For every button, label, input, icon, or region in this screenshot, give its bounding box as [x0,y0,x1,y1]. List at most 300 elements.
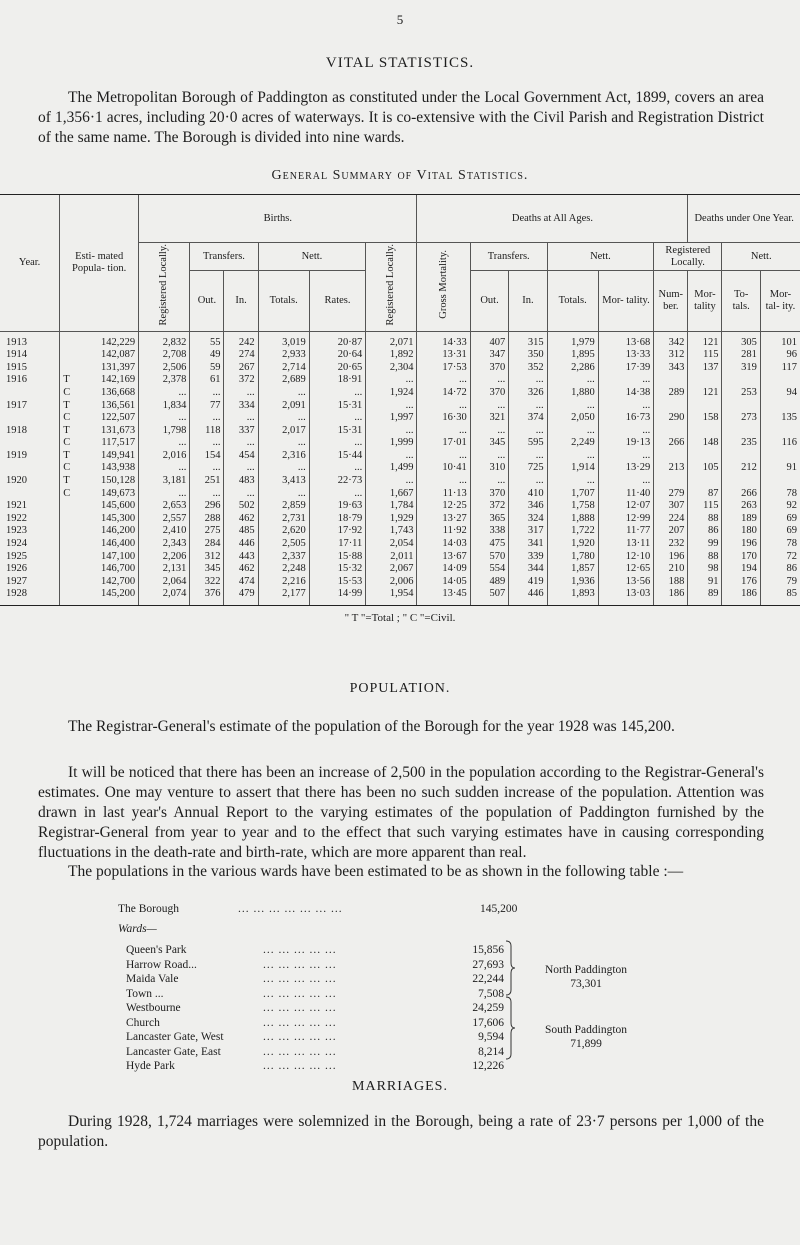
cell-year: 1921 [6,500,27,512]
cell-d-mort: 11·77 [598,525,653,538]
cell-b-rate: 17·92 [309,525,366,538]
cell-i-num: 224 [654,513,688,526]
document-page: 5 VITAL STATISTICS. The Metropolitan Borough of Paddington as constituted under the Local Government Act, 1899, covers an area of 1,356·1 acres, including 20·0 acres of waterways. It is co-extensive with the Civil Parish and Registration District of the same name. The Borough is divided into nine wards. General Summary of Vital Statistics. Year. Esti- mated Popula- tion. Births. Deaths at All Ages. Deaths under One Year. Registered Locally. Transfers. Nett. Registered Locally. Gross Mortality. Transfers. Nett. Registered Locally. Nett. Out. In. Totals. Rates. Out. In. Totals. Mor- tality. Num- ber. Mor- tality To- tals. Mor- tal- ity. 1913 142,229 2,832 55 242 3,019 20·87 2,071 14·33 407 315 1,979 13·68 342 121 305 101 1914 142,087 2,708 49 274 2,933 20·64 1,892 13·31 347 350 1,895 13·33 312 115 281 96 1915 131,397 2,506 59 267 2,714 20·65 2,304 17·53 370 352 2,286 17·39 343 137 319 117 1916 T 142,169 2,378 61 372 2,689 18·91 ... ... ... ... ... ... C 136,668 ... ... ... ... ... 1,924 14·72 370 326 1,880 14·38 289 121 253 94 1917 T 136,561 1,834 77 334 2,091 15·31 ... ... ... ... ... ... C 122,507 ... ... ... ... ... 1,997 16·30 321 374 2,050 16·73 290 158 273 135 1918 T 131,673 1,798 118 337 2,017 15·31 ... ... ... ... ... ... C 117,517 ... ... ... ... ... 1,999 17·01 345 595 2,249 19·13 266 148 235 116 1919 T 149,941 2,016 154 454 2,316 15·44 ... ... ... ... ... ... C 143,938 ... ... ... ... ... 1,499 10·41 310 725 1,914 13·29 213 105 212 91 1920 T 150,128 3,181 251 483 3,413 22·73 ... ... ... ... ... ... C 149,673 ... ... ... ... ... 1,667 11·13 370 410 1,707 11·40 279 87 266 78 1921 145,600 2,653 296 502 2,859 19·63 1,784 12·25 372 346 1,758 12·07 307 115 263 92 1922 145,300 2,557 288 462 2,731 18·79 1,929 13·27 365 324 1,888 12·99 224 88 189 69 1923 146,200 2,410 275 485 2,620 17·92 1,743 11·92 338 317 1,722 11·77 207 86 180 69 1924 146,400 2,343 284 446 2,505 17·11 2,054 14·03 475 341 1,920 13·11 232 99 196 78 1925 147,100 2,206 312 443 2,337 15·88 2,011 13·67 570 339 1,780 12·10 196 88 170 72 1926 146,700 2,131 345 462 2,248 15·32 2,067 14·09 554 344 1,857 12·65 210 98 194 86 1927 142,700 2,064 322 474 2,216 15·53 2,006 14·05 489 419 1,936 13·56 188 91 176 79 1928 145,200 2,074 376 479 2,177 14·99 1,954 13·45 507 446 1,893 13·03 186 89 186 85 " T "=Total ; " C "=Civil. POPULATION. The Registrar-General's estimate of the population of the Borough for the year 1928 was 145,200. It will be noticed that there has been an increase of 2,500 in the population according to the Registrar-General's estimates. One may venture to assert that there has been no such sudden increase of the population. Attention was drawn in last year's Annual Report to the varying estimates of the population of Paddington furnished by the Registrar-General from year to year and to the effect that such varying estimates have in causing corresponding fluctuations in the death-rate and birth-rate, which are more apparent than real. The populations in the various wards have been estimated to be as shown in the following table :— The Borough ... ... ... ... ... ... ... 145,200 Wards— Queen's Park ... ... ... ... ... 15,856 Harrow Road... ... ... ... ... ... 27,693 Maida Vale ... ... ... ... ... 22,244 Town ... ... ... ... ... ... 7,508 Westbourne ... ... ... ... ... 24,259 Church ... ... ... ... ... 17,606 Lancaster Gate, West ... ... ... ... ... 9,594 Lancaster Gate, East ... ... ... ... ... 8,214 Hyde Park ... ... ... ... ... 12,226 North Paddington 73,301 South Paddington 71,899 MARRIAGES. During 1928, 1,724 marriages were solemnized in the Borough, being a rate of 23·7 persons per 1,000 of the population. [0,0,800,1245]
cell-i-mort: 89 [688,588,722,605]
cell-i-mort: 88 [688,513,722,526]
cell-year: 1918 [6,424,27,436]
cell-b-rate: ... [309,437,366,450]
cell-d-gross: 14·09 [417,563,470,576]
total-civil-marker: C [63,386,71,398]
cell-b-reg: 2,410 [139,525,190,538]
cell-i-tot: 305 [722,331,760,349]
cell-d-in: 374 [509,412,547,425]
cell-d-tot: 1,979 [547,331,598,349]
cell-d-in: 344 [509,563,547,576]
ward-name: Westbourne [126,1002,181,1014]
cell-d-reg: 1,929 [366,513,417,526]
cell-d-gross: ... [417,450,470,463]
cell-d-mort: 16·73 [598,412,653,425]
cell-d-in: 446 [509,588,547,605]
cell-b-out: 376 [190,588,224,605]
cell-b-reg: 2,708 [139,349,190,362]
cell-i-mort: 87 [688,488,722,501]
cell-d-gross: 14·72 [417,387,470,400]
cell-year: 1922 [6,512,27,524]
cell-year: 1923 [6,525,27,537]
cell-year: 1913 [6,336,27,348]
cell-d-out: 554 [470,563,508,576]
cell-d-reg: 1,499 [366,462,417,475]
header-deaths-nett: Nett. [547,243,654,271]
cell-b-reg: 2,206 [139,551,190,564]
cell-b-in: ... [224,462,258,475]
cell-b-in: 462 [224,563,258,576]
cell-b-out: 296 [190,500,224,513]
header-infant-deaths: Deaths under One Year. [688,195,800,243]
cell-b-out: 322 [190,576,224,589]
cell-d-tot: 2,249 [547,437,598,450]
cell-i-num: 289 [654,387,688,400]
cell-d-gross: 13·45 [417,588,470,605]
marriages-paragraph: During 1928, 1,724 marriages were solemnized in the Borough, being a rate of 23·7 persons per 1,000 of the population. [38,1113,764,1150]
cell-b-reg: 2,506 [139,362,190,375]
cell-year: 1917 [6,399,27,411]
cell-b-in: 502 [224,500,258,513]
cell-d-tot: ... [547,374,598,387]
cell-d-tot: ... [547,475,598,488]
cell-d-mort: ... [598,425,653,438]
header-births-totals: Totals. [258,271,309,331]
population-value: 147,100 [101,550,136,562]
cell-b-out: 251 [190,475,224,488]
cell-d-mort: 13·56 [598,576,653,589]
cell-i-tot: 235 [722,437,760,450]
population-value: 131,673 [101,424,136,436]
cell-b-in: 462 [224,513,258,526]
total-civil-marker: T [63,374,70,386]
cell-d-out: 370 [470,488,508,501]
cell-b-rate: 18·91 [309,374,366,387]
cell-b-out: 77 [190,400,224,413]
cell-d-in: 725 [509,462,547,475]
cell-d-mort: 13·11 [598,538,653,551]
cell-b-tot: 2,091 [258,400,309,413]
cell-b-tot: 2,337 [258,551,309,564]
cell-i-mortal: 135 [760,412,800,425]
header-deaths-in: In. [509,271,547,331]
cell-i-tot: 319 [722,362,760,375]
cell-d-out: 345 [470,437,508,450]
cell-b-rate: ... [309,387,366,400]
cell-d-in: 595 [509,437,547,450]
header-births-rates: Rates. [309,271,366,331]
cell-i-mort: 115 [688,500,722,513]
marriages-data [344,1130,348,1134]
cell-d-out: ... [470,475,508,488]
cell-b-reg: 2,378 [139,374,190,387]
cell-d-gross: 17·01 [417,437,470,450]
header-deaths-transfers: Transfers. [470,243,547,271]
cell-d-tot: ... [547,450,598,463]
cell-d-in: ... [509,425,547,438]
cell-d-in: 324 [509,513,547,526]
cell-b-rate: 22·73 [309,475,366,488]
cell-d-reg: ... [366,475,417,488]
cell-d-tot: ... [547,400,598,413]
cell-d-reg: 1,954 [366,588,417,605]
header-births-in: In. [224,271,258,331]
cell-b-reg: 2,343 [139,538,190,551]
total-civil-marker: T [63,475,70,487]
cell-i-tot: 186 [722,588,760,605]
cell-year: 1927 [6,575,27,587]
cell-b-in: ... [224,437,258,450]
cell-b-in: ... [224,387,258,400]
ward-value: 8,214 [478,1045,504,1058]
cell-d-reg: ... [366,425,417,438]
cell-i-mort: 158 [688,412,722,425]
cell-i-mortal: 85 [760,588,800,605]
cell-b-in: 485 [224,525,258,538]
population-value: 142,700 [101,575,136,587]
cell-b-in: 267 [224,362,258,375]
cell-b-in: ... [224,412,258,425]
cell-d-gross: 10·41 [417,462,470,475]
cell-d-mort: 12·99 [598,513,653,526]
cell-b-tot: 3,019 [258,331,309,349]
cell-b-reg: ... [139,412,190,425]
population-paragraph-3: The populations in the various wards have been estimated to be as shown in the following table :— [68,863,684,880]
cell-d-reg: 1,784 [366,500,417,513]
cell-d-gross: ... [417,475,470,488]
cell-i-num: 213 [654,462,688,475]
cell-i-tot: 281 [722,349,760,362]
cell-d-out: 407 [470,331,508,349]
cell-d-reg: 1,892 [366,349,417,362]
cell-b-in: 242 [224,331,258,349]
cell-b-rate: 20·65 [309,362,366,375]
cell-d-gross: 13·31 [417,349,470,362]
cell-b-tot: 2,216 [258,576,309,589]
ward-value: 7,508 [478,987,504,1000]
cell-d-out: 365 [470,513,508,526]
cell-i-tot: 212 [722,462,760,475]
cell-b-out: 312 [190,551,224,564]
population-value: 146,700 [101,563,136,575]
cell-b-tot: ... [258,462,309,475]
cell-b-tot: 2,689 [258,374,309,387]
header-infant-totals: To- tals. [722,271,760,331]
cell-d-in: 410 [509,488,547,501]
cell-b-reg: ... [139,462,190,475]
cell-d-reg: 2,054 [366,538,417,551]
total-civil-marker: C [63,412,71,424]
cell-d-mort: 12·07 [598,500,653,513]
cell-d-in: 315 [509,331,547,349]
cell-i-num: 188 [654,576,688,589]
cell-d-mort: ... [598,475,653,488]
cell-b-tot: 2,620 [258,525,309,538]
cell-b-tot: 2,316 [258,450,309,463]
cell-i-tot: 189 [722,513,760,526]
cell-d-tot: 2,050 [547,412,598,425]
cell-b-out: 275 [190,525,224,538]
population-value: 145,200 [101,588,136,600]
total-civil-marker: T [63,424,70,436]
cell-b-in: 454 [224,450,258,463]
cell-d-tot: 1,893 [547,588,598,605]
header-deaths: Deaths at All Ages. [417,195,688,243]
cell-d-gross: 14·33 [417,331,470,349]
header-infant-registered: Registered Locally. [654,243,722,271]
cell-d-in: ... [509,374,547,387]
cell-b-tot: ... [258,387,309,400]
cell-d-out: 507 [470,588,508,605]
cell-d-gross: 17·53 [417,362,470,375]
cell-d-tot: 1,707 [547,488,598,501]
cell-d-gross: 14·03 [417,538,470,551]
cell-b-in: 372 [224,374,258,387]
ward-name: Lancaster Gate, West [126,1031,224,1043]
cell-d-reg: 1,667 [366,488,417,501]
cell-d-reg: 1,999 [366,437,417,450]
borough-value: 145,200 [480,903,518,915]
borough-label: The Borough [118,903,180,915]
cell-d-mort: 12·65 [598,563,653,576]
cell-year: 1928 [0,588,60,605]
cell-b-out: ... [190,488,224,501]
header-deaths-totals: Totals. [547,271,598,331]
cell-b-in: 474 [224,576,258,589]
header-deaths-mortality: Mor- tality. [598,271,653,331]
cell-d-in: 326 [509,387,547,400]
cell-b-rate: 15·53 [309,576,366,589]
cell-b-out: 345 [190,563,224,576]
cell-d-tot: 1,857 [547,563,598,576]
cell-i-mortal: 117 [760,362,800,375]
population-value: 143,938 [101,462,136,474]
cell-b-reg: ... [139,387,190,400]
cell-d-tot: 1,895 [547,349,598,362]
cell-year: 1915 [6,361,27,373]
population-value: 145,300 [101,512,136,524]
cell-i-mortal: 101 [760,331,800,349]
cell-i-mortal: 96 [760,349,800,362]
total-civil-marker: T [63,399,70,411]
cell-i-mort: 121 [688,331,722,349]
marriages-heading: MARRIAGES. [352,1079,448,1094]
cell-d-reg: 1,924 [366,387,417,400]
cell-b-tot: ... [258,488,309,501]
cell-year: 1925 [6,550,27,562]
cell-d-out: ... [470,400,508,413]
cell-d-mort: 13·03 [598,588,653,605]
ward-name: Queen's Park [126,944,187,956]
cell-b-reg: ... [139,488,190,501]
cell-b-rate: ... [309,462,366,475]
total-civil-marker: C [63,437,71,449]
cell-b-reg: 2,832 [139,331,190,349]
cell-d-gross: 13·27 [417,513,470,526]
cell-d-reg: 2,006 [366,576,417,589]
cell-d-tot: 1,758 [547,500,598,513]
cell-d-gross: 16·30 [417,412,470,425]
cell-b-rate: 15·44 [309,450,366,463]
cell-d-out: 338 [470,525,508,538]
population-value: 131,397 [101,361,136,373]
cell-i-mortal: 69 [760,513,800,526]
cell-i-tot: 170 [722,551,760,564]
ward-value: 22,244 [472,973,504,985]
cell-d-mort: 11·40 [598,488,653,501]
cell-d-out: ... [470,425,508,438]
table-footnote: " T "=Total ; " C "=Civil. [344,612,456,624]
cell-i-tot: 266 [722,488,760,501]
cell-d-reg: 2,304 [366,362,417,375]
cell-d-tot: 1,888 [547,513,598,526]
population-value: 149,941 [101,449,136,461]
header-births-transfers: Transfers. [190,243,258,271]
cell-b-rate: ... [309,488,366,501]
cell-i-mortal: 86 [760,563,800,576]
cell-year: 1919 [6,449,27,461]
intro-paragraph: The Metropolitan Borough of Paddington as constituted under the Local Government Act, 1899, covers an area of 1,356·1 acres, including 20·0 acres of waterways. It is co-extensive with the Civil Parish and Registration District of the same name. The Borough is divided into nine wards. [38,89,764,146]
cell-b-rate: 15·32 [309,563,366,576]
population-value: 149,673 [101,487,136,499]
cell-b-in: 334 [224,400,258,413]
cell-d-tot: ... [547,425,598,438]
total-civil-marker: C [63,462,71,474]
cell-i-num: 312 [654,349,688,362]
cell-d-tot: 1,780 [547,551,598,564]
population-value: 146,200 [101,525,136,537]
header-births-nett: Nett. [258,243,366,271]
cell-i-tot: 176 [722,576,760,589]
cell-d-gross: 11·92 [417,525,470,538]
cell-d-out: 570 [470,551,508,564]
cell-d-reg: 2,071 [366,331,417,349]
header-infant-nett: Nett. [722,243,800,271]
cell-i-tot: 263 [722,500,760,513]
cell-i-num: 343 [654,362,688,375]
population-value: 136,561 [101,399,136,411]
wards-label: Wards— [118,923,157,935]
cell-year: 1914 [6,349,27,361]
population-value: 117,517 [101,437,136,449]
cell-i-num: 196 [654,551,688,564]
header-year: Year. [0,195,60,332]
cell-i-num: 207 [654,525,688,538]
cell-i-mortal: 78 [760,538,800,551]
cell-d-mort: 17·39 [598,362,653,375]
total-civil-marker: T [63,449,70,461]
cell-i-num: 279 [654,488,688,501]
cell-d-in: 346 [509,500,547,513]
cell-d-out: 347 [470,349,508,362]
cell-d-out: 489 [470,576,508,589]
cell-i-mortal: 78 [760,488,800,501]
cell-b-tot: 2,933 [258,349,309,362]
cell-b-reg: 3,181 [139,475,190,488]
population-paragraph-1: The Registrar-General's estimate of the population of the Borough for the year 1928 was 145,200. [68,718,675,735]
cell-b-out: 61 [190,374,224,387]
ward-value: 12,226 [472,1060,504,1072]
cell-b-reg: 2,064 [139,576,190,589]
cell-d-out: 310 [470,462,508,475]
cell-i-mort: 99 [688,538,722,551]
cell-d-mort: 19·13 [598,437,653,450]
cell-d-in: 341 [509,538,547,551]
cell-b-tot: 2,714 [258,362,309,375]
cell-year: 1920 [6,475,27,487]
cell-d-mort: 13·33 [598,349,653,362]
cell-d-out: ... [470,450,508,463]
cell-i-tot: 253 [722,387,760,400]
ward-name: Lancaster Gate, East [126,1045,221,1058]
cell-d-mort: ... [598,450,653,463]
population-heading: POPULATION. [349,681,451,696]
cell-b-out: 49 [190,349,224,362]
cell-b-reg: 2,016 [139,450,190,463]
cell-d-tot: 1,722 [547,525,598,538]
cell-b-rate: 18·79 [309,513,366,526]
cell-b-rate: ... [309,412,366,425]
cell-d-gross: ... [417,374,470,387]
cell-i-num: 307 [654,500,688,513]
cell-d-tot: 1,920 [547,538,598,551]
cell-b-in: 274 [224,349,258,362]
cell-i-mort: 121 [688,387,722,400]
header-infant-number: Num- ber. [654,271,688,331]
cell-d-mort: 13·68 [598,331,653,349]
cell-d-mort: ... [598,374,653,387]
ward-name: Church [126,1016,160,1029]
cell-i-num: 232 [654,538,688,551]
cell-b-rate: 14·99 [309,588,366,605]
cell-b-rate: 20·87 [309,331,366,349]
cell-d-mort: 14·38 [598,387,653,400]
cell-b-out: 59 [190,362,224,375]
cell-d-out: 475 [470,538,508,551]
cell-i-num: 290 [654,412,688,425]
cell-d-tot: 1,914 [547,462,598,475]
cell-d-mort: 13·29 [598,462,653,475]
cell-year: 1916 [6,374,27,386]
cell-d-out: 321 [470,412,508,425]
cell-i-mort: 86 [688,525,722,538]
section-title: VITAL STATISTICS. [325,55,475,71]
cell-d-gross: ... [417,425,470,438]
cell-d-out: 370 [470,362,508,375]
cell-b-in: 446 [224,538,258,551]
cell-b-out: ... [190,462,224,475]
header-population: Esti- mated Popula- tion. [60,195,139,332]
cell-d-gross: 11·13 [417,488,470,501]
cell-i-mortal: 69 [760,525,800,538]
ward-value: 24,259 [472,1002,504,1014]
cell-i-mortal: 92 [760,500,800,513]
cell-b-reg: 2,653 [139,500,190,513]
cell-d-mort: ... [598,400,653,413]
cell-b-out: ... [190,412,224,425]
cell-b-rate: 15·31 [309,400,366,413]
total-civil-marker: C [63,487,71,499]
cell-d-in: 350 [509,349,547,362]
cell-i-mortal: 116 [760,437,800,450]
cell-b-tot: ... [258,437,309,450]
cell-i-tot: 180 [722,525,760,538]
cell-d-reg: ... [366,400,417,413]
